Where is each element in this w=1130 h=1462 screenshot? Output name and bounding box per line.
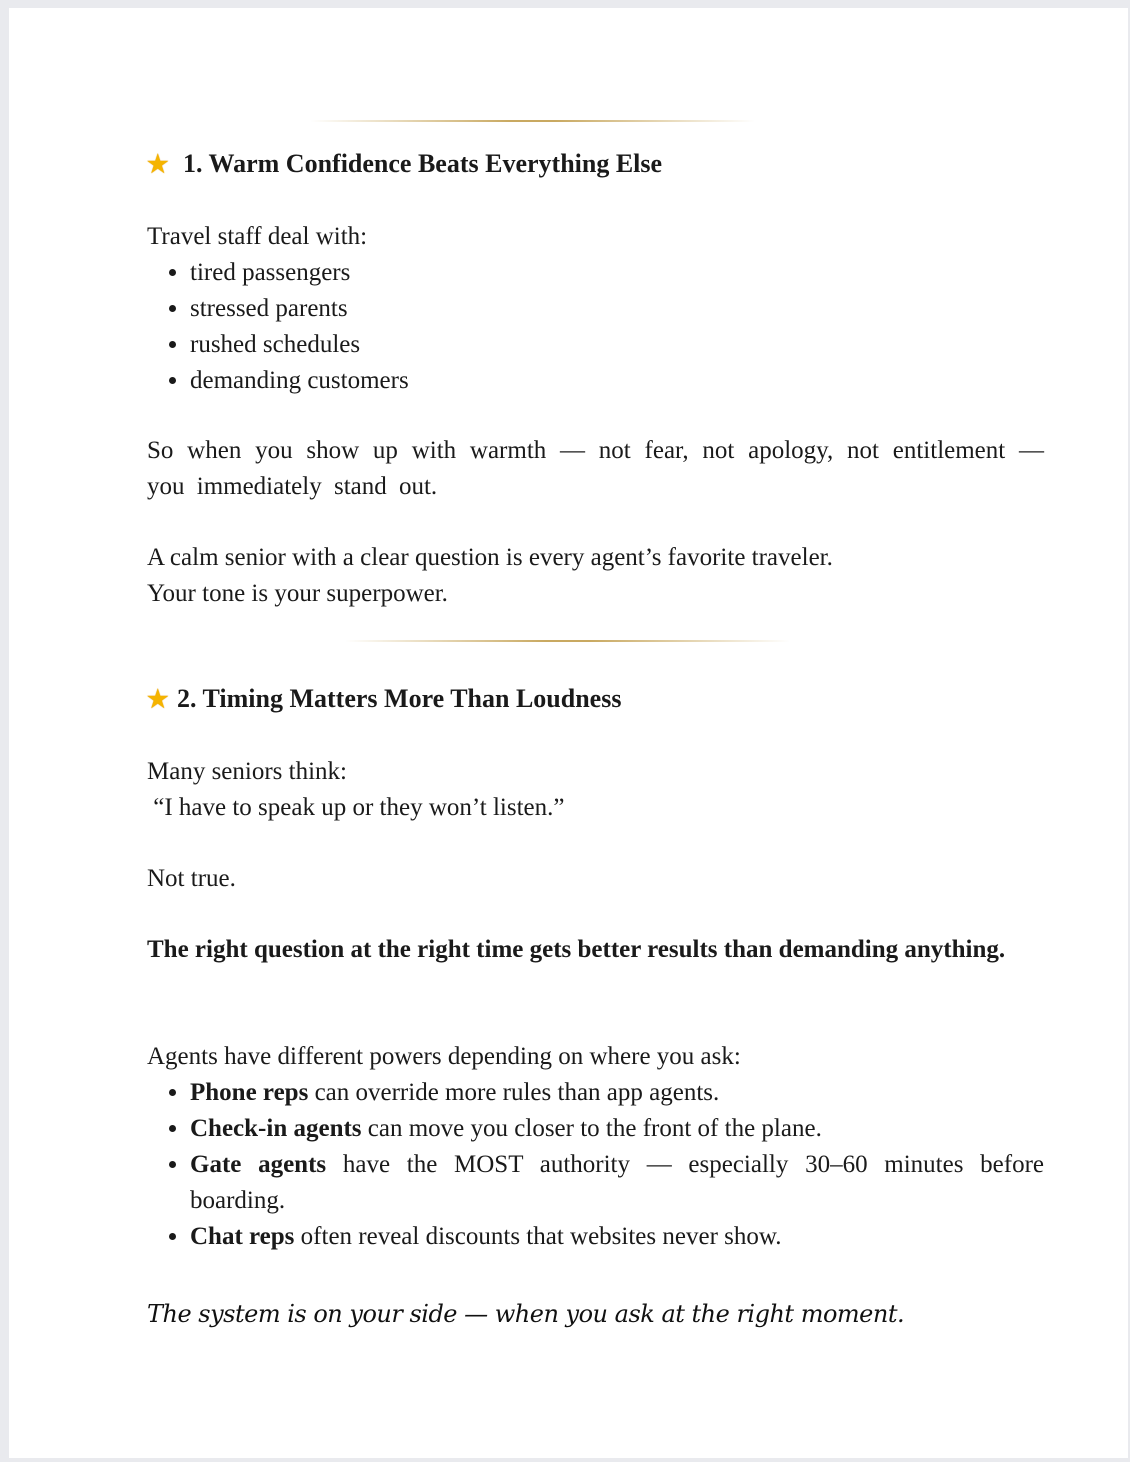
list-item: [190, 1075, 1044, 1111]
list-item: [190, 1147, 1044, 1219]
list-item: • demanding customers: [190, 363, 1044, 399]
agent-description: have the MOST authority — especially 30–60 minutes before boarding.: [190, 1151, 1044, 1214]
quote-text: “I have to speak up or they won’t listen.”: [147, 794, 565, 821]
agent-description: can override more rules than app agents.: [308, 1079, 720, 1106]
agent-description: can move you closer to the front of the plane.: [361, 1115, 822, 1142]
agents-block: [147, 1039, 1044, 1255]
list-item: [190, 1111, 1044, 1147]
closing-line: Your tone is your superpower.: [147, 580, 448, 607]
section-2-title: 2. Timing Matters More Than Loudness: [177, 684, 622, 713]
agent-type: Chat reps: [190, 1223, 295, 1250]
closing-line: A calm senior with a clear question is every agent’s favorite traveler.: [147, 544, 833, 571]
section-1-intro-block: [147, 219, 1044, 399]
agents-list: [147, 1075, 1044, 1255]
agent-description: often reveal discounts that websites never show.: [294, 1223, 782, 1250]
gold-divider: [310, 120, 755, 122]
section-1-heading: [147, 149, 662, 179]
section-2-intro: [147, 754, 1044, 826]
agent-type: Gate agents: [190, 1151, 327, 1178]
agent-type: Check-in agents: [190, 1115, 362, 1142]
staff-list: [147, 255, 1044, 399]
agent-type: Phone reps: [190, 1079, 309, 1106]
list-item: • rushed schedules: [190, 327, 1044, 363]
gold-divider: [345, 640, 790, 642]
section-1-paragraph: So when you show up with warmth — not fear, not apology, not entitlement — you immediately stand out.: [147, 437, 1044, 500]
intro-text: Many seniors think:: [147, 758, 347, 785]
star-icon: ★: [147, 687, 169, 713]
list-item: • stressed parents: [190, 291, 1044, 327]
agents-intro: Agents have different powers depending on where you ask:: [147, 1043, 741, 1070]
list-item: • tired passengers: [190, 255, 1044, 291]
handwritten-signature-line: The system is on your side — when you ask at the right moment.: [147, 1300, 905, 1328]
not-true-text: Not true.: [147, 865, 236, 892]
intro-text: Travel staff deal with:: [147, 223, 368, 250]
list-item: [190, 1219, 1044, 1255]
section-2-heading: [147, 684, 621, 714]
section-1-title: 1. Warm Confidence Beats Everything Else: [183, 149, 663, 178]
section-1-closing: [147, 540, 1044, 612]
star-icon: ★: [147, 152, 169, 178]
bold-statement: The right question at the right time gets better results than demanding anything.: [147, 936, 1006, 963]
